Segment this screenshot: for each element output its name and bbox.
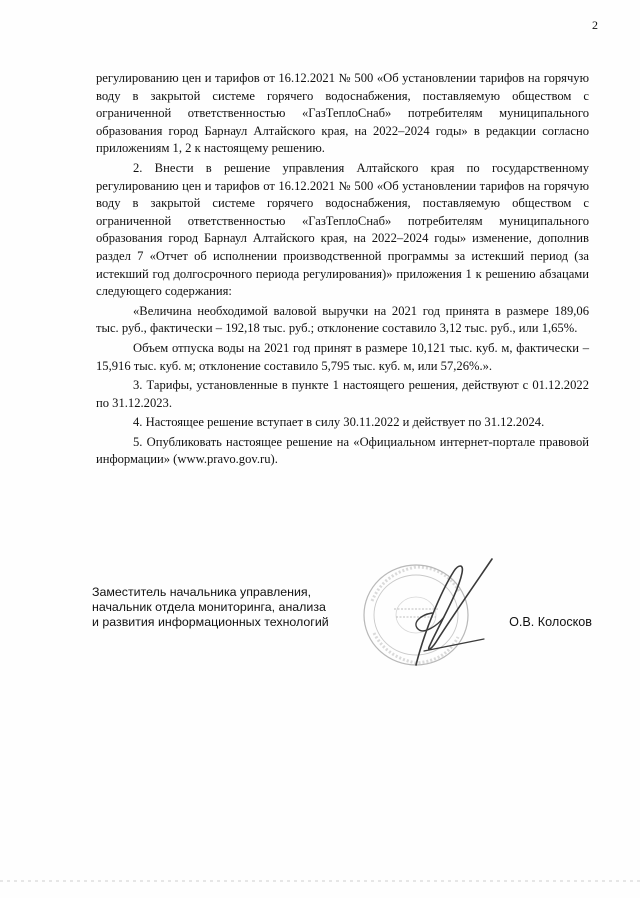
paragraph-quote-revenue: «Величина необходимой валовой выручки на 2021 год принята в размере 189,06 тыс. руб., фактически – 192,18 тыс. руб.; отклонение составило 3,12 тыс. руб., или 1,65%. [96, 303, 589, 336]
paragraph-item-4: 4. Настоящее решение вступает в силу 30.11.2022 и действует по 31.12.2024. [133, 415, 545, 430]
signer-position: Заместитель начальника управления, начальник отдела мониторинга, анализа и развития информационных технологий [92, 585, 329, 629]
paragraph-item-2: 2. Внести в решение управления Алтайского края по государственному регулированию цен и тарифов от 16.12.2021 № 500 «Об установлении тарифов на горячую воду в закрытой системе горячего водоснабжения, поставляемую обществом с ограниченной ответственностью «ГазТеплоСнаб» потребителям муниципального образования город Барнаул Алтайского края, на 2022–2024 годы» изменение, дополнив раздел 7 «Отчет об исполнении производственной программы за истекший период (за истекший год долгосрочного периода регулирования)» приложения 1 к решению абзацами следующего содержания: [96, 160, 589, 299]
document-body [96, 70, 589, 469]
scan-edge-artifact [0, 880, 640, 882]
paragraph-quote-volume: Объем отпуска воды на 2021 год принят в размере 10,121 тыс. куб. м, фактически – 15,916 тыс. куб. м; отклонение составило 5,795 тыс. куб. м, или 57,26%.». [96, 340, 589, 373]
signer-name: О.В. Колосков [509, 615, 592, 629]
signature-block [92, 573, 592, 683]
paragraph-continuation: регулированию цен и тарифов от 16.12.2021 № 500 «Об установлении тарифов на горячую воду в закрытой системе горячего водоснабжения, поставляемую обществом с ограниченной ответственностью «ГазТеплоСнаб» потребителям муниципального образования город Барнаул Алтайского края, на 2022–2024 годы» в редакции согласно приложениям 1, 2 к настоящему решению. [96, 71, 589, 156]
paragraph-item-5: 5. Опубликовать настоящее решение на «Официальном интернет-портале правовой информации» (www.pravo.gov.ru). [96, 434, 589, 467]
page-number: 2 [592, 18, 598, 32]
official-stamp-icon [354, 553, 504, 688]
paragraph-item-3: 3. Тарифы, установленные в пункте 1 настоящего решения, действуют с 01.12.2022 по 31.12.2023. [96, 378, 589, 410]
